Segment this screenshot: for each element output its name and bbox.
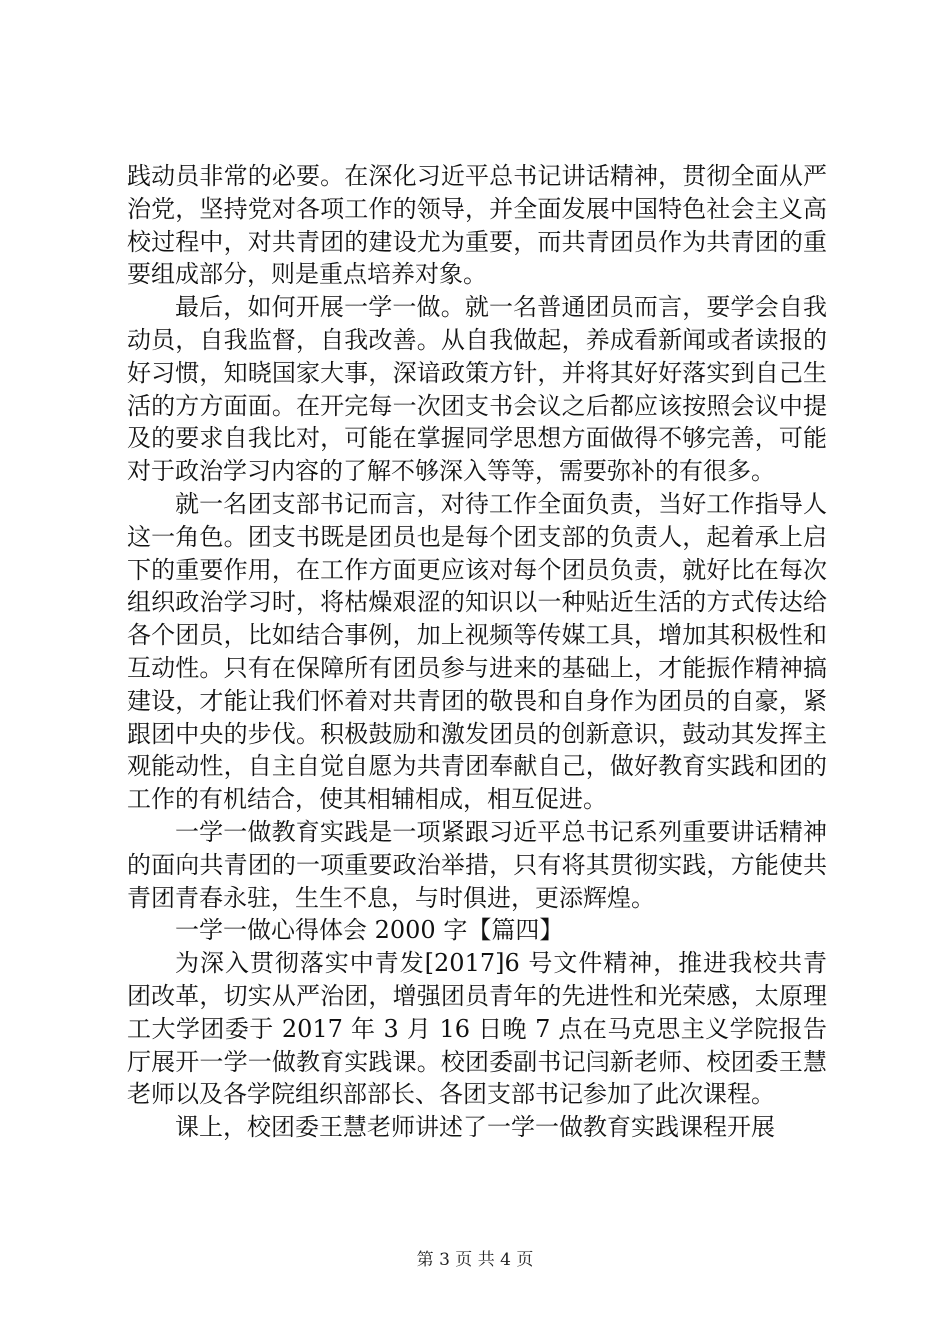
paragraph-class-content: 课上，校团委王慧老师讲述了一学一做教育实践课程开展	[175, 1113, 775, 1142]
paragraph-branch-secretary: 就一名团支部书记而言，对待工作全面负责，当好工作指导人这一角色。团支书既是团员也是每个团支部的负责人，起着承上启下的重要作用，在工作方面更应该对每个团员负责，就好比在每次组织政治学习时，将枯燥艰涩的知识以一种贴近生活的方式传达给各个团员，比如结合事例，加上视频等传媒工具，增加其积极性和互动性。只有在保障所有团员参与进来的基础上，才能振作精神搞建设，才能让我们怀着对共青团的敬畏和自身作为团员的自豪，紧跟团中央的步伐。积极鼓励和激发团员的创新意识，鼓动其发挥主观能动性，自主自觉自愿为共青团奉献自己，做好教育实践和团的工作的有机结合，使其相辅相成，相互促进。	[127, 489, 827, 814]
paragraph-how-to-carry-out: 最后，如何开展一学一做。就一名普通团员而言，要学会自我动员，自我监督，自我改善。从自我做起，养成看新闻或者读报的好习惯，知晓国家大事，深谙政策方针，并将其好好落实到自己生活的方方面面。在开完每一次团支书会议之后都应该按照会议中提及的要求自我比对，可能在掌握同学思想方面做得不够完善，可能对于政治学习内容的了解不够深入等等，需要弥补的有很多。	[127, 293, 827, 486]
document-body	[127, 160, 827, 1144]
section-heading: 一学一做心得体会 2000 字【篇四】	[175, 916, 564, 945]
paragraph-conclusion: 一学一做教育实践是一项紧跟习近平总书记系列重要讲话精神的面向共青团的一项重要政治举措，只有将其贯彻实践，方能使共青团青春永驻，生生不息，与时俱进，更添辉煌。	[127, 817, 827, 912]
page-number-footer: 第 3 页 共 4 页	[416, 1250, 534, 1270]
paragraph-event-intro: 为深入贯彻落实中青发[2017]6 号文件精神，推进我校共青团改革，切实从严治团，增强团员青年的先进性和光荣感，太原理工大学团委于 2017 年 3 月 16 日晚 7 点在马克思主义学院报告厅展开一学一做教育实践课。校团委副书记闫新老师、校团委王慧老师以及各学院组织部部长、各团支部书记参加了此次课程。	[127, 949, 827, 1109]
paragraph-continuation: 践动员非常的必要。在深化习近平总书记讲话精神，贯彻全面从严治党，坚持党对各项工作的领导，并全面发展中国特色社会主义高校过程中，对共青团的建设尤为重要，而共青团员作为共青团的重要组成部分，则是重点培养对象。	[127, 162, 827, 289]
